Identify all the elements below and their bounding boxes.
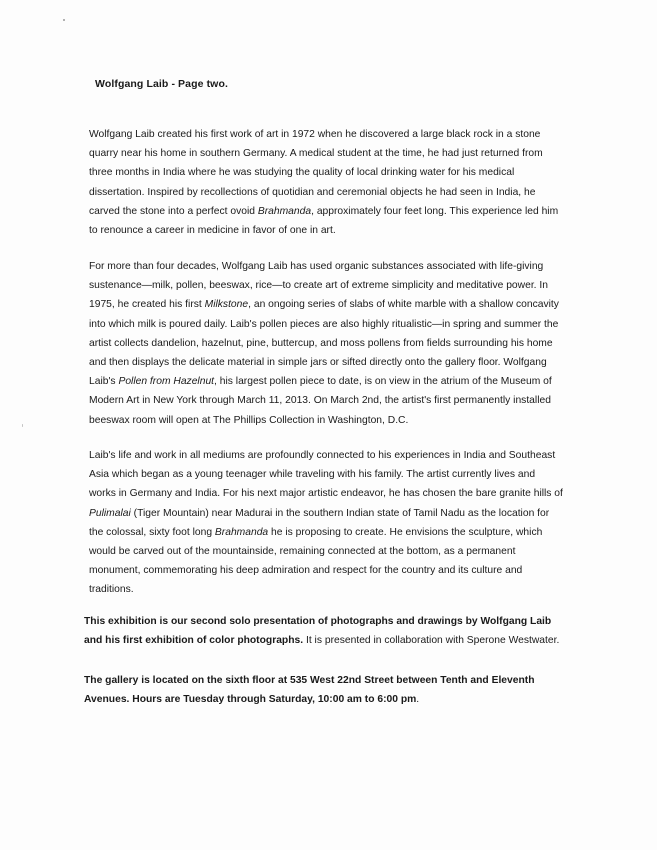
artwork-title: Brahmanda: [214, 526, 269, 538]
artwork-title: Brahmanda: [257, 205, 312, 217]
text-line: [89, 295, 574, 314]
text-line: Wolfgang Laib created his first work of art in 1972 when he discovered a large black rock in a stone: [89, 129, 541, 140]
text-line: [89, 523, 574, 542]
text-line: sustenance—milk, pollen, beeswax, rice—to create art of extreme simplicity and meditative power. In: [89, 280, 548, 292]
text-line: quarry near his home in southern Germany. A medical student at the time, he had just returned from: [89, 148, 543, 160]
text-segment: Avenues. Hours are Tuesday through Saturday, 10:00 am to 6:00 pm: [84, 694, 417, 706]
text-segment: the colossal, sixty foot long: [89, 526, 215, 538]
text-segment: and his first exhibition of color photographs.: [84, 635, 304, 647]
text-line: The gallery is located on the sixth floor at 535 West 22nd Street between Tenth and Eleventh: [84, 675, 535, 686]
text-line: works in Germany and India. For his next major artistic endeavor, he has chosen the bare granite hills of: [89, 488, 563, 500]
text-line: Laib's life and work in all mediums are profoundly connected to his experiences in India and Southeast: [89, 450, 556, 461]
text-line: [84, 631, 584, 650]
text-segment: , approximately four feet long. This experience led him: [311, 205, 559, 217]
text-segment: , his largest pollen piece to date, is on view in the atrium of the Museum of: [214, 376, 552, 388]
artwork-title: Milkstone: [204, 299, 249, 311]
text-line: and then displays the delicate material in simple jars or sifted directly onto the gallery floor. Wolfgang: [89, 357, 547, 369]
text-line: dissertation. Inspired by recollections of quotidian and ceremonial objects he had seen in India, he: [89, 186, 536, 198]
text-line: [89, 372, 574, 391]
text-segment: .: [416, 694, 420, 706]
paragraph-gallery-info: [84, 671, 584, 709]
text-line: would be carved out of the mountainside, remaining connected at the bottom, as a permanent: [89, 546, 516, 558]
text-line: For more than four decades, Wolfgang Laib has used organic substances associated with life-giving: [89, 261, 544, 272]
text-line: beeswax room will open at The Phillips Collection in Washington, D.C.: [89, 414, 409, 426]
text-segment: he is proposing to create. He envisions the sculpture, which: [268, 526, 543, 538]
page-heading: Wolfgang Laib - Page two.: [95, 78, 228, 90]
scan-speck: [63, 19, 65, 21]
text-line: three months in India where he was studying the quality of local drinking water for his medical: [89, 167, 515, 179]
text-segment: carved the stone into a perfect ovoid: [89, 205, 258, 217]
text-segment: , an ongoing series of slabs of white marble with a shallow concavity: [248, 299, 559, 311]
text-segment: 1975, he created his first: [89, 299, 205, 311]
text-line: Modern Art in New York through March 11, 2013. On March 2nd, the artist's first permanently installed: [89, 395, 551, 407]
paragraph-india: [89, 446, 574, 600]
text-segment: It is presented in collaboration with Sperone Westwater.: [303, 635, 560, 647]
paragraph-origin: [89, 125, 574, 240]
scan-speck: [22, 424, 23, 427]
paragraph-exhibition: [84, 612, 584, 650]
text-line: [89, 202, 574, 221]
text-line: into which milk is poured daily. Laib's pollen pieces are also highly ritualistic—in spring and summer the: [89, 318, 559, 330]
text-line: to renounce a career in medicine in favor of one in art.: [89, 225, 336, 237]
place-name: Pulimalai: [89, 507, 131, 519]
artwork-title: Pollen from Hazelnut: [118, 376, 215, 388]
paragraph-materials: [89, 257, 574, 430]
text-line: artist collects dandelion, hazelnut, pine, buttercup, and moss pollens from fields surrounding his home: [89, 337, 553, 349]
text-segment: Laib's: [89, 376, 119, 388]
text-line: traditions.: [89, 584, 134, 596]
text-line: This exhibition is our second solo presentation of photographs and drawings by Wolfgang Laib: [84, 616, 552, 627]
text-line: [89, 504, 574, 523]
text-line: Asia which began as a young teenager while traveling with his family. The artist currently lives and: [89, 469, 536, 481]
text-line: [84, 690, 584, 709]
text-line: monument, commemorating his deep admiration and respect for the country and its culture and: [89, 565, 523, 577]
text-segment: (Tiger Mountain) near Madurai in the southern Indian state of Tamil Nadu as the location for: [130, 507, 550, 519]
